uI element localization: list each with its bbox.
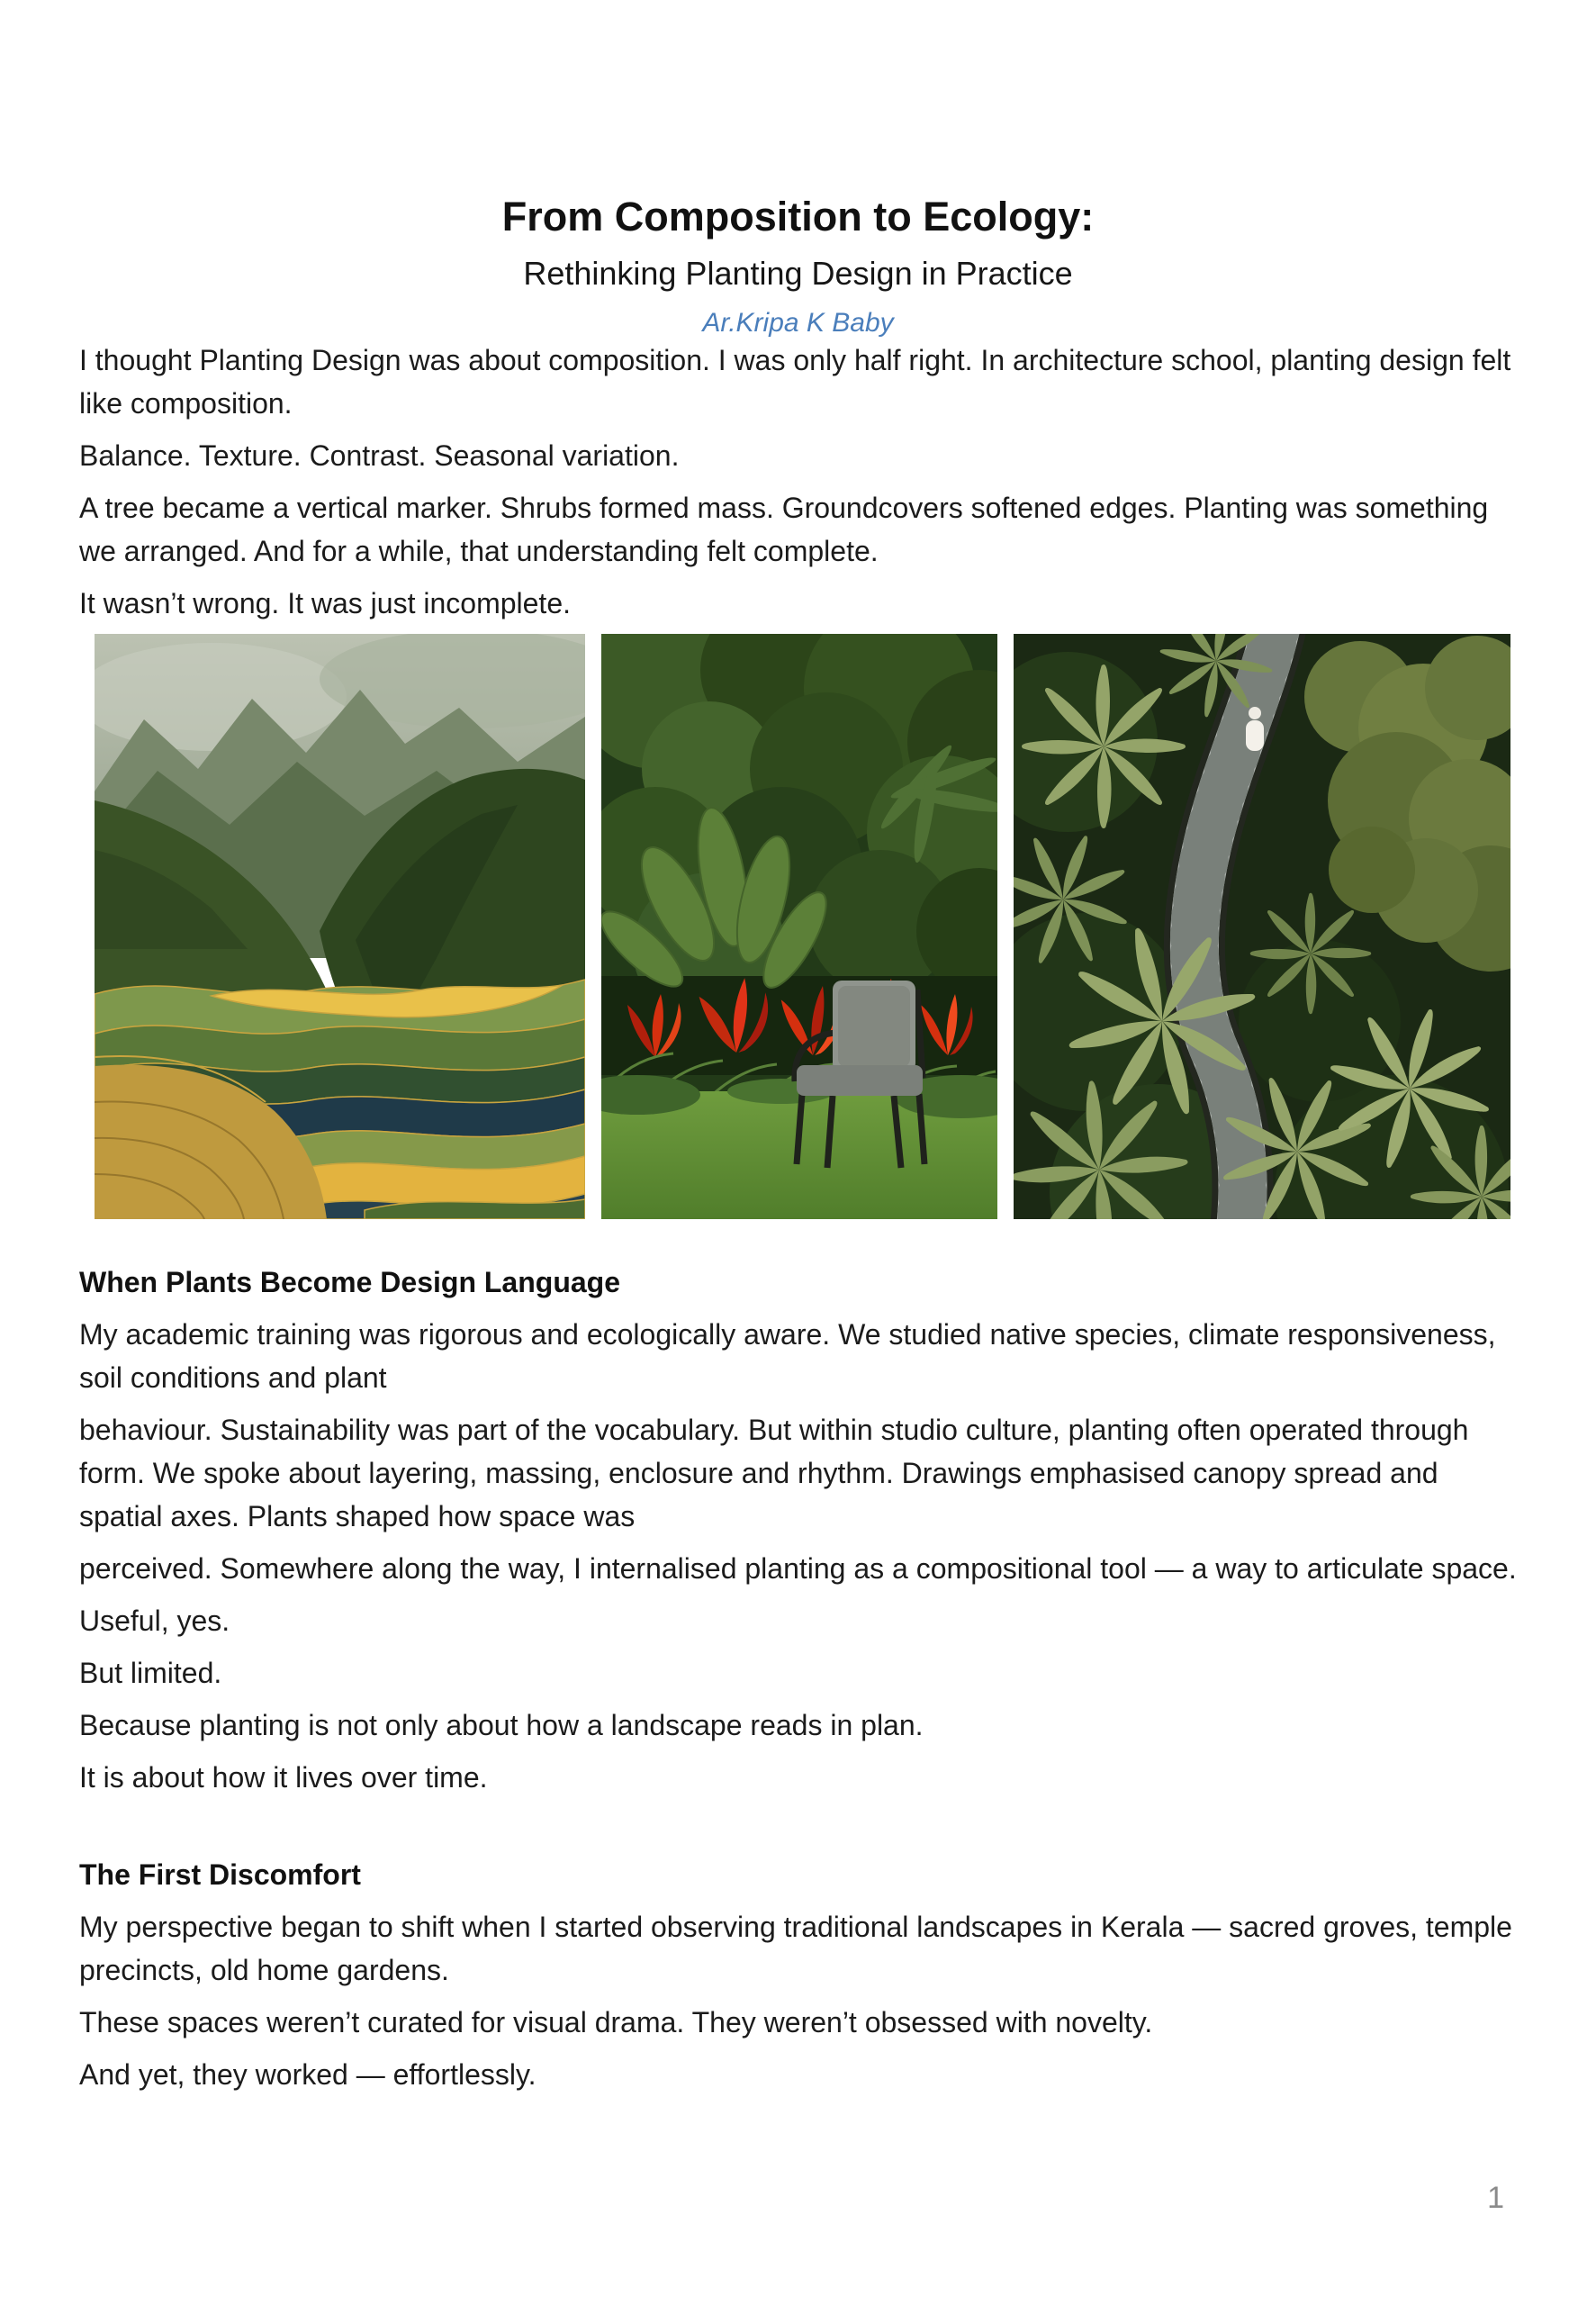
paragraph: perceived. Somewhere along the way, I internalised planting as a compositional tool — a way to articulate space. xyxy=(79,1552,1517,1586)
intro-section xyxy=(79,339,1517,625)
author-byline: Ar.Kripa K Baby xyxy=(702,308,894,339)
paragraph: And yet, they worked — effortlessly. xyxy=(79,2058,537,2092)
section-first-discomfort xyxy=(79,1853,1517,2096)
paragraph: Because planting is not only about how a landscape reads in plan. xyxy=(79,1709,924,1742)
page-number: 1 xyxy=(1487,2181,1504,2215)
paragraph: It wasn’t wrong. It was just incomplete. xyxy=(79,587,571,620)
section-heading: The First Discomfort xyxy=(79,1858,361,1892)
paragraph: These spaces weren’t curated for visual drama. They weren’t obsessed with novelty. xyxy=(79,2006,1153,2039)
paragraph: behaviour. Sustainability was part of the vocabulary. But within studio culture, planting often operated through form. We spoke about layering, massing, enclosure and rhythm. Drawings emphasised canopy spread and spatial axes. Plants shaped how space was xyxy=(79,1414,1469,1533)
jungle-boardwalk-aerial-photo xyxy=(1014,634,1510,1219)
paragraph: My academic training was rigorous and ecologically aware. We studied native species, climate responsiveness, soil conditions and plant xyxy=(79,1318,1496,1395)
paragraph: Balance. Texture. Contrast. Seasonal variation. xyxy=(79,439,680,473)
page-title: From Composition to Ecology: xyxy=(501,194,1095,240)
tropical-garden-chair-photo xyxy=(601,634,997,1219)
page-subtitle: Rethinking Planting Design in Practice xyxy=(523,255,1073,293)
image-row xyxy=(95,634,1517,1219)
paragraph: I thought Planting Design was about composition. I was only half right. In architecture school, planting design felt like composition. xyxy=(79,344,1511,420)
terraced-fields-illustration xyxy=(95,634,585,1219)
section-heading: When Plants Become Design Language xyxy=(79,1266,620,1299)
paragraph: Useful, yes. xyxy=(79,1604,230,1638)
paragraph: A tree became a vertical marker. Shrubs formed mass. Groundcovers softened edges. Planting was something we arranged. And for a while, that understanding felt complete. xyxy=(79,492,1489,568)
paragraph: My perspective began to shift when I started observing traditional landscapes in Kerala — sacred groves, temple precincts, old home gardens. xyxy=(79,1911,1512,1987)
paragraph: But limited. xyxy=(79,1657,222,1690)
section-design-language xyxy=(79,1261,1517,1799)
paragraph: It is about how it lives over time. xyxy=(79,1761,488,1794)
